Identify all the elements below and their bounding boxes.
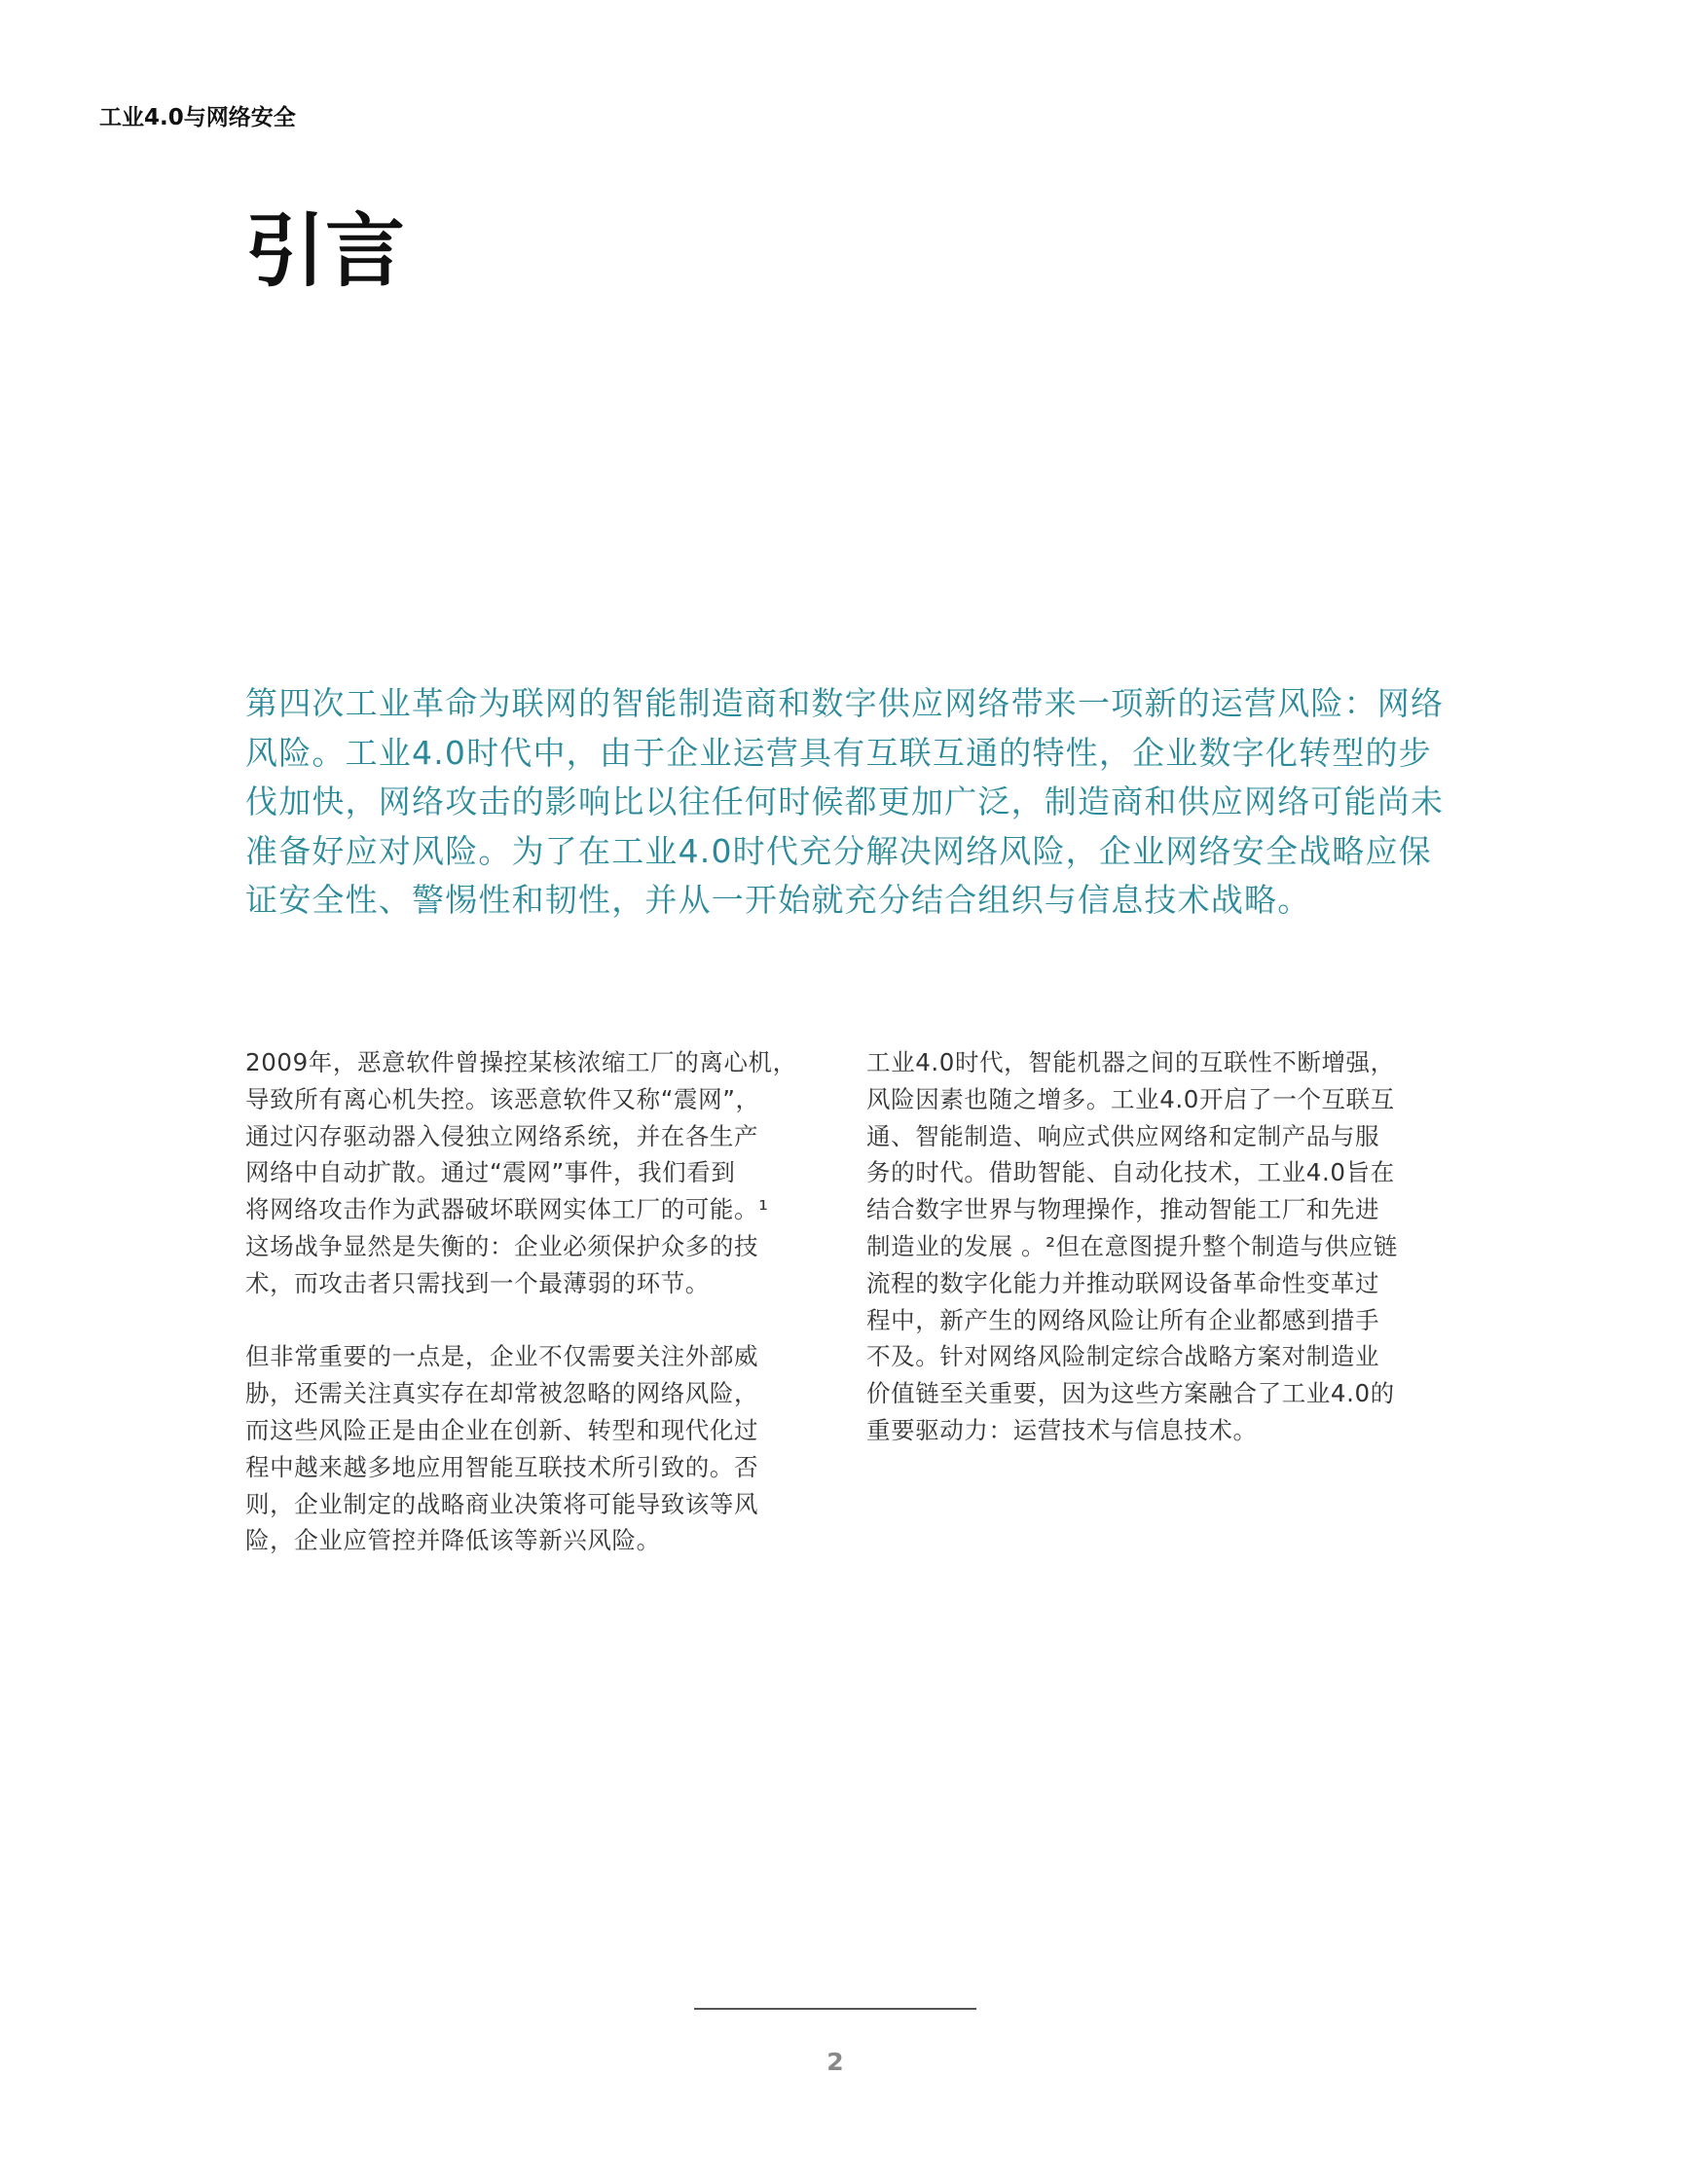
- body-line: 导致所有离心机失控。该恶意软件又称“震网”，: [245, 1084, 760, 1113]
- body-line: 网络中自动扩散。通过“震网”事件，我们看到: [245, 1158, 736, 1187]
- body-line: 险，企业应管控并降低该等新兴风险。: [245, 1526, 661, 1555]
- body-paragraph: [245, 1044, 829, 1302]
- body-line: 术，而攻击者只需找到一个最薄弱的环节。: [245, 1268, 710, 1297]
- body-line: 程中，新产生的网络风险让所有企业都感到措手: [866, 1305, 1380, 1334]
- body-line: 风险因素也随之增多。工业4.0开启了一个互联互: [866, 1084, 1395, 1113]
- body-line: 这场战争显然是失衡的：企业必须保护众多的技: [245, 1231, 759, 1260]
- body-line: 结合数字世界与物理操作，推动智能工厂和先进: [866, 1195, 1380, 1224]
- lead-line: 伐加快，网络攻击的影响比以往任何时候都更加广泛，制造商和供应网络可能尚未: [245, 783, 1445, 820]
- lead-line: 准备好应对风险。为了在工业4.0时代充分解决网络风险，企业网络安全战略应保: [245, 831, 1432, 870]
- lead-line: 第四次工业革命为联网的智能制造商和数字供应网络带来一项新的运营风险：网络: [245, 684, 1445, 722]
- body-line: 而这些风险正是由企业在创新、转型和现代化过: [245, 1415, 759, 1444]
- body-line: 价值链至关重要，因为这些方案融合了工业4.0的: [866, 1379, 1395, 1408]
- body-line: 不及。针对网络风险制定综合战略方案对制造业: [866, 1342, 1380, 1371]
- right-column: [866, 1044, 1450, 1486]
- lead-line: 风险。工业4.0时代中，由于企业运营具有互联互通的特性，企业数字化转型的步: [245, 733, 1432, 772]
- running-header: 工业4.0与网络安全: [99, 105, 296, 130]
- body-line: 流程的数字化能力并推动联网设备革命性变革过: [866, 1268, 1380, 1297]
- body-line: 但非常重要的一点是，企业不仅需要关注外部威: [245, 1342, 759, 1371]
- page-title: 引言: [245, 205, 406, 298]
- body-paragraph: [245, 1338, 829, 1559]
- lead-paragraph: [245, 679, 1443, 926]
- body-line: 通过闪存驱动器入侵独立网络系统，并在各生产: [245, 1121, 759, 1150]
- body-line: 务的时代。借助智能、自动化技术，工业4.0旨在: [866, 1158, 1395, 1187]
- left-column: [245, 1044, 829, 1596]
- body-line: 重要驱动力：运营技术与信息技术。: [866, 1415, 1258, 1444]
- body-paragraph: [866, 1044, 1450, 1449]
- body-line: 程中越来越多地应用智能互联技术所引致的。否: [245, 1452, 759, 1481]
- body-line: 2009年，恶意软件曾操控某核浓缩工厂的离心机，: [245, 1048, 797, 1076]
- body-line: 工业4.0时代，智能机器之间的互联性不断增强，: [866, 1048, 1395, 1076]
- page-number: 2: [826, 2048, 844, 2076]
- lead-line: 证安全性、警惕性和韧性，并从一开始就充分结合组织与信息技术战略。: [245, 881, 1311, 919]
- body-line: 制造业的发展 。²但在意图提升整个制造与供应链: [866, 1231, 1398, 1260]
- body-line: 通、智能制造、响应式供应网络和定制产品与服: [866, 1121, 1380, 1150]
- body-line: 胁，还需关注真实存在却常被忽略的网络风险，: [245, 1379, 759, 1408]
- body-line: 将网络攻击作为武器破坏联网实体工厂的可能。¹: [245, 1195, 769, 1224]
- body-line: 则，企业制定的战略商业决策将可能导致该等风: [245, 1489, 759, 1518]
- footer-divider: [694, 2008, 976, 2010]
